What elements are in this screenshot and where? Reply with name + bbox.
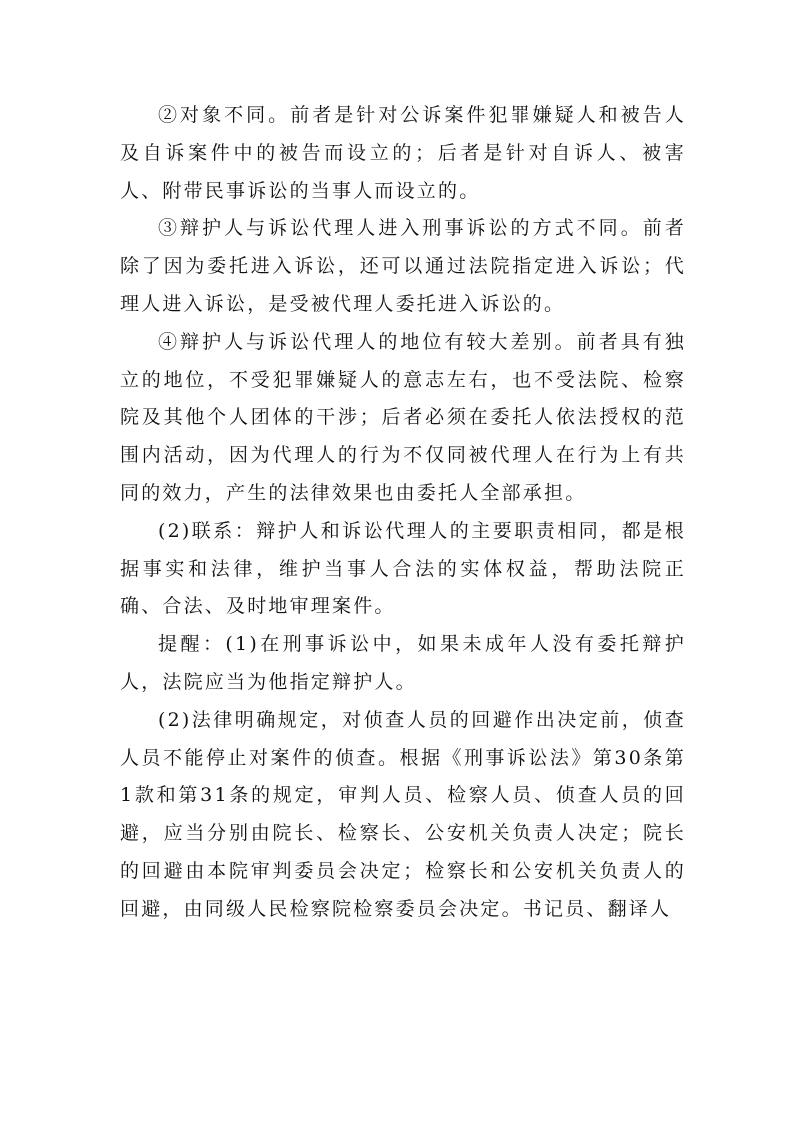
paragraph-reminder-1: 提醒：(1)在刑事诉讼中，如果未成年人没有委托辩护人，法院应当为他指定辩护人。 (120, 633, 686, 693)
paragraph-status-difference: ④辩护人与诉讼代理人的地位有较大差别。前者具有独立的地位，不受犯罪嫌疑人的意志左右，也不受法院、检察院及其他个人团体的干涉；后者必须在委托人依法授权的范围内活动，因为代理人的行为不仅同被代理人在行为上有共同的效力，产生的法律效果也由委托人全部承担。 (120, 330, 686, 504)
paragraph-connection: (2)联系：辩护人和诉讼代理人的主要职责相同，都是根据事实和法律，维护当事人合法的实体权益，帮助法院正确、合法、及时地审理案件。 (120, 519, 686, 618)
paragraph-reminder-2: (2)法律明确规定，对侦查人员的回避作出决定前，侦查人员不能停止对案件的侦查。根据《刑事诉讼法》第30条第1款和第31条的规定，审判人员、检察人员、侦查人员的回避，应当分别由院长、检察长、公安机关负责人决定；院长的回避由本院审判委员会决定；检察长和公安机关负责人的回避，由同级人民检察院检察委员会决定。书记员、翻译人 (120, 708, 686, 920)
paragraph-entry-method-difference: ③辩护人与诉讼代理人进入刑事诉讼的方式不同。前者除了因为委托进入诉讼，还可以通过法院指定进入诉讼；代理人进入诉讼，是受被代理人委托进入诉讼的。 (120, 217, 686, 315)
document-body (120, 97, 686, 929)
paragraph-object-difference: ②对象不同。前者是针对公诉案件犯罪嫌疑人和被告人及自诉案件中的被告而设立的；后者是针对自诉人、被害人、附带民事诉讼的当事人而设立的。 (120, 104, 686, 202)
